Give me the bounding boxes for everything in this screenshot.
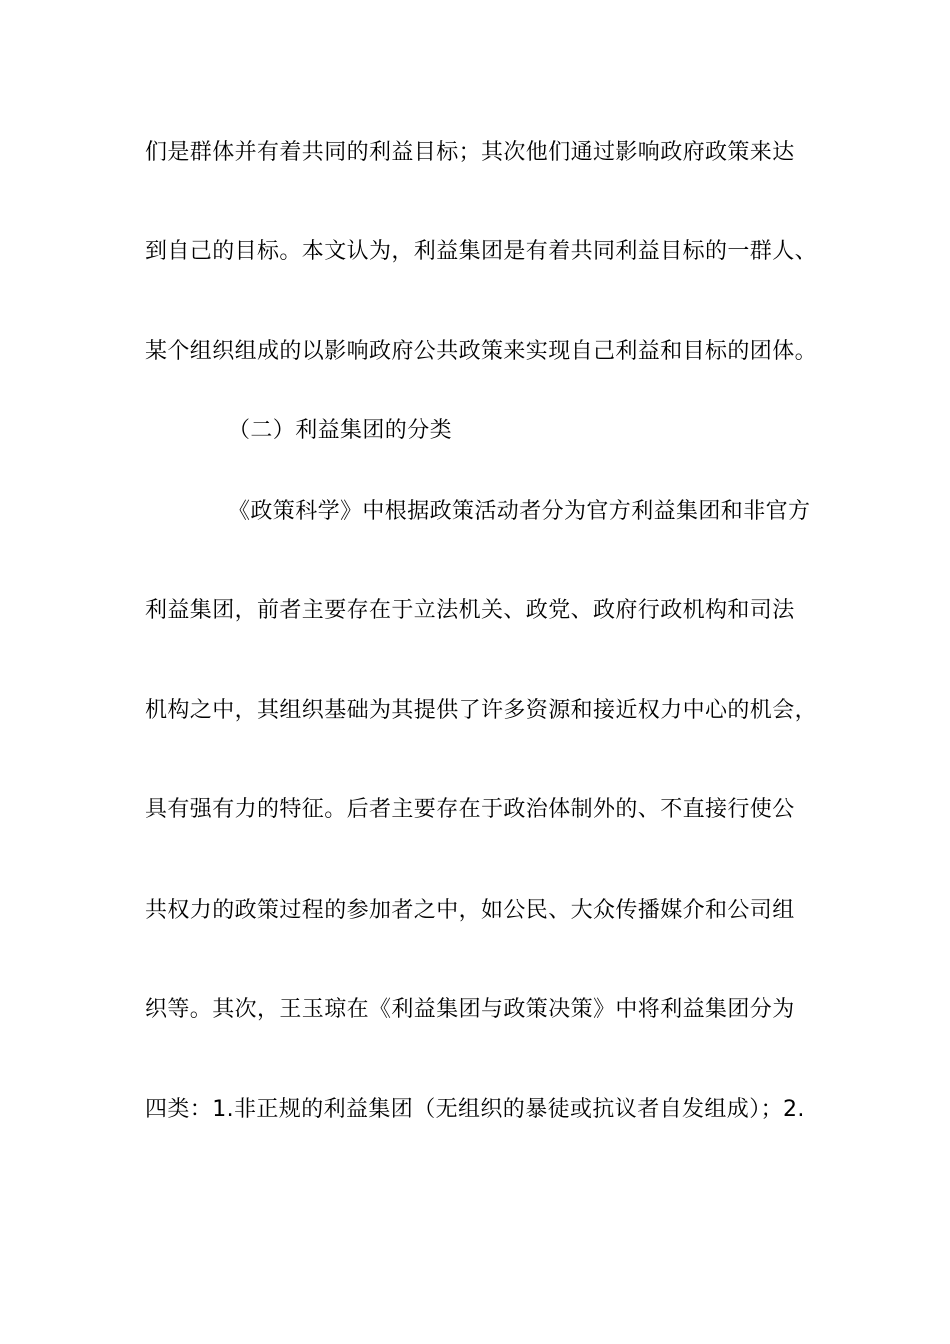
body-text-line: 织等。其次，王玉琼在《利益集团与政策决策》中将利益集团分为 <box>145 997 795 1022</box>
paragraph-first-line: 《政策科学》中根据政策活动者分为官方利益集团和非官方 <box>228 499 811 524</box>
body-text-line: 到自己的目标。本文认为，利益集团是有着共同利益目标的一群人、 <box>145 239 818 264</box>
body-text-line: 们是群体并有着共同的利益目标；其次他们通过影响政府政策来达 <box>145 140 795 165</box>
body-text-line: 某个组织组成的以影响政府公共政策来实现自己利益和目标的团体。 <box>145 339 818 364</box>
body-text-line: 共权力的政策过程的参加者之中，如公民、大众传播媒介和公司组 <box>145 898 795 923</box>
body-text-line: 机构之中，其组织基础为其提供了许多资源和接近权力中心的机会， <box>145 698 818 723</box>
body-text-line: 具有强有力的特征。后者主要存在于政治体制外的、不直接行使公 <box>145 797 795 822</box>
body-text-line: 利益集团，前者主要存在于立法机关、政党、政府行政机构和司法 <box>145 598 795 623</box>
body-text-line: 四类：1.非正规的利益集团（无组织的暴徒或抗议者自发组成）；2. <box>145 1097 805 1122</box>
section-heading: （二）利益集团的分类 <box>228 418 453 443</box>
